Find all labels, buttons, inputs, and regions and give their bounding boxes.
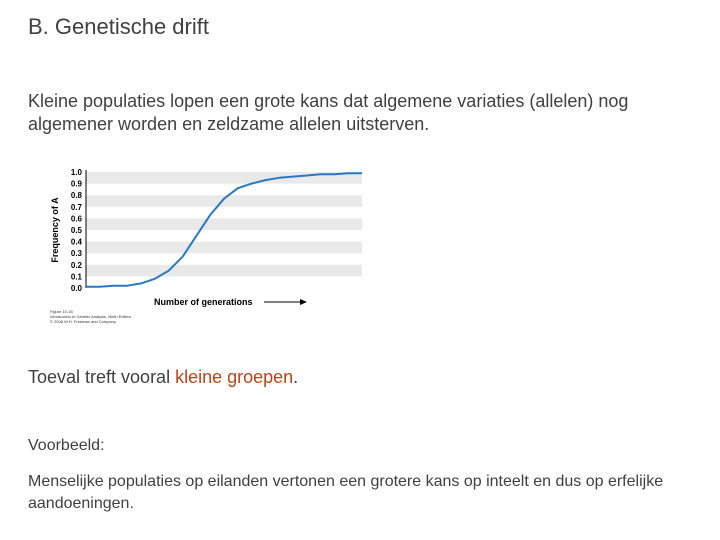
grid-band [86, 265, 362, 277]
example-label: Voorbeeld: [28, 437, 105, 454]
example-text: Menselijke populaties op eilanden vertonen een grotere kans op inteelt en dus op erfelijke aandoeningen. [28, 473, 664, 512]
y-tick-label: 0.5 [70, 226, 82, 235]
y-tick-label: 0.4 [70, 237, 82, 247]
figure-caption-line: © 2008 W.H. Freeman and Company [50, 319, 116, 324]
grid-band [86, 242, 362, 254]
toeval-suffix: . [293, 367, 299, 387]
y-tick-label: 0.7 [70, 202, 82, 212]
y-tick-label: 0.2 [70, 260, 82, 270]
y-tick-label: 0.0 [70, 284, 82, 293]
y-tick-label: 0.6 [70, 214, 82, 224]
y-tick-label: 1.0 [70, 168, 82, 177]
intro-text: Kleine populaties lopen een grote kans dat algemene variaties (allelen) nog algemener worden en zeldzame allelen uitsterven. [28, 91, 629, 134]
slide-title: B. Genetische drift [28, 14, 209, 39]
figure-caption-line: Introduction to Genetic Analysis, Ninth Edition [50, 314, 131, 319]
toeval-highlight: kleine groepen [175, 367, 294, 387]
grid-band [86, 195, 362, 207]
y-tick-label: 0.8 [70, 191, 82, 201]
x-axis-arrowhead [300, 299, 307, 305]
frequency-chart [44, 164, 374, 330]
y-tick-label: 0.1 [70, 272, 82, 282]
genetic-drift-figure [44, 164, 374, 330]
figure-caption-line: Figure 10-16 [50, 309, 73, 314]
y-tick-label: 0.9 [70, 179, 82, 189]
toeval-text [28, 367, 298, 388]
toeval-prefix: Toeval treft vooral [28, 367, 176, 387]
grid-band [86, 218, 362, 230]
x-axis-label: Number of generations [154, 297, 253, 307]
y-tick-label: 0.3 [70, 249, 82, 259]
y-axis-label: Frequency of A [50, 197, 60, 263]
